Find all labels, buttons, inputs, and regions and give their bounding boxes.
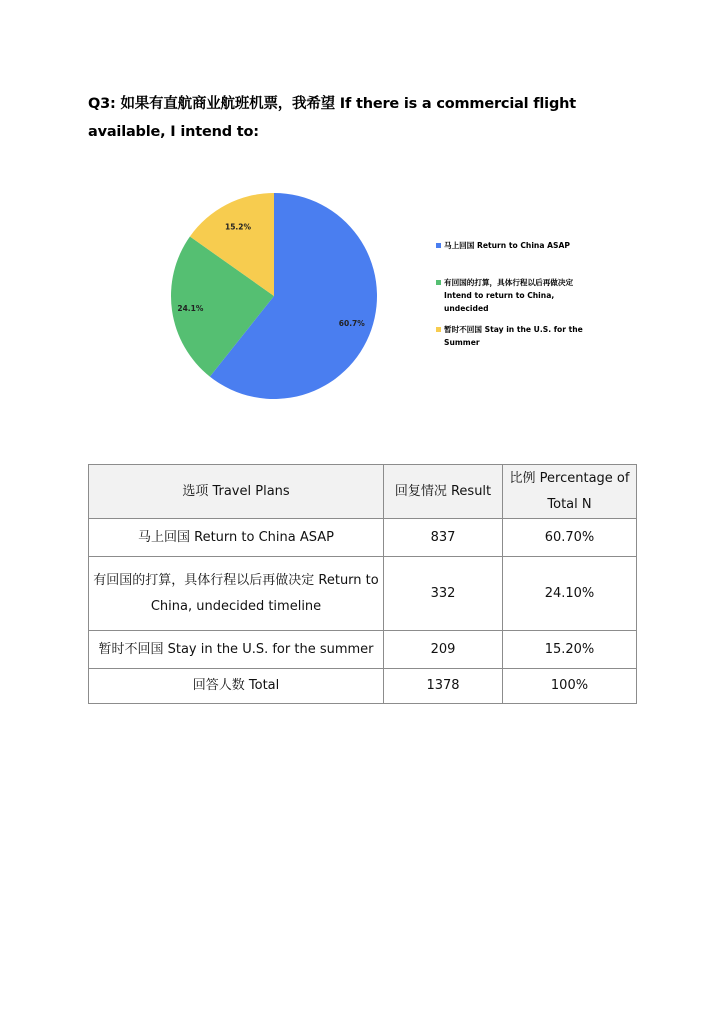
pie-slice-label: 15.2%: [225, 222, 252, 232]
cell-result: 1378: [384, 669, 503, 704]
legend-label: 马上回国 Return to China ASAP: [444, 241, 570, 250]
table-row: [89, 519, 637, 557]
cell-result: 209: [384, 631, 503, 669]
cell-plan: 暂时不回国 Stay in the U.S. for the summer: [89, 631, 384, 669]
cell-plan: 回答人数 Total: [89, 669, 384, 704]
legend-swatch-yellow: [436, 327, 441, 332]
table-row: [89, 557, 637, 631]
legend-label: 有回国的打算，具体行程以后再做决定 Intend to return to China, undecided: [444, 278, 574, 313]
legend-item-stay: [436, 323, 596, 349]
cell-pct: 60.70%: [503, 519, 637, 557]
cell-plan: 有回国的打算，具体行程以后再做决定 Return to China, undecided timeline: [89, 557, 384, 631]
cell-plan: 马上回国 Return to China ASAP: [89, 519, 384, 557]
header-percentage: 比例 Percentage of Total N: [503, 465, 637, 519]
question-heading: Q3: 如果有直航商业航班机票，我希望 If there is a commercial flight available, I intend to:: [88, 96, 576, 140]
cell-result: 837: [384, 519, 503, 557]
cell-pct: 15.20%: [503, 631, 637, 669]
pie-chart-svg: [160, 185, 400, 410]
pie-slice-label: 60.7%: [338, 319, 365, 329]
table-row: [89, 631, 637, 669]
legend-item-undecided: [436, 276, 596, 315]
legend-swatch-green: [436, 280, 441, 285]
legend-swatch-blue: [436, 243, 441, 248]
results-table: [88, 464, 637, 704]
header-result: 回复情况 Result: [384, 465, 503, 519]
chart-legend: [436, 239, 596, 357]
cell-result: 332: [384, 557, 503, 631]
cell-pct: 24.10%: [503, 557, 637, 631]
cell-pct: 100%: [503, 669, 637, 704]
pie-chart: [160, 185, 600, 410]
pie-slice-label: 24.1%: [177, 303, 204, 313]
header-travel-plans: 选项 Travel Plans: [89, 465, 384, 519]
table-row-total: [89, 669, 637, 704]
legend-item-asap: [436, 239, 596, 252]
legend-label: 暂时不回国 Stay in the U.S. for the Summer: [444, 325, 583, 347]
table-header-row: [89, 465, 637, 519]
